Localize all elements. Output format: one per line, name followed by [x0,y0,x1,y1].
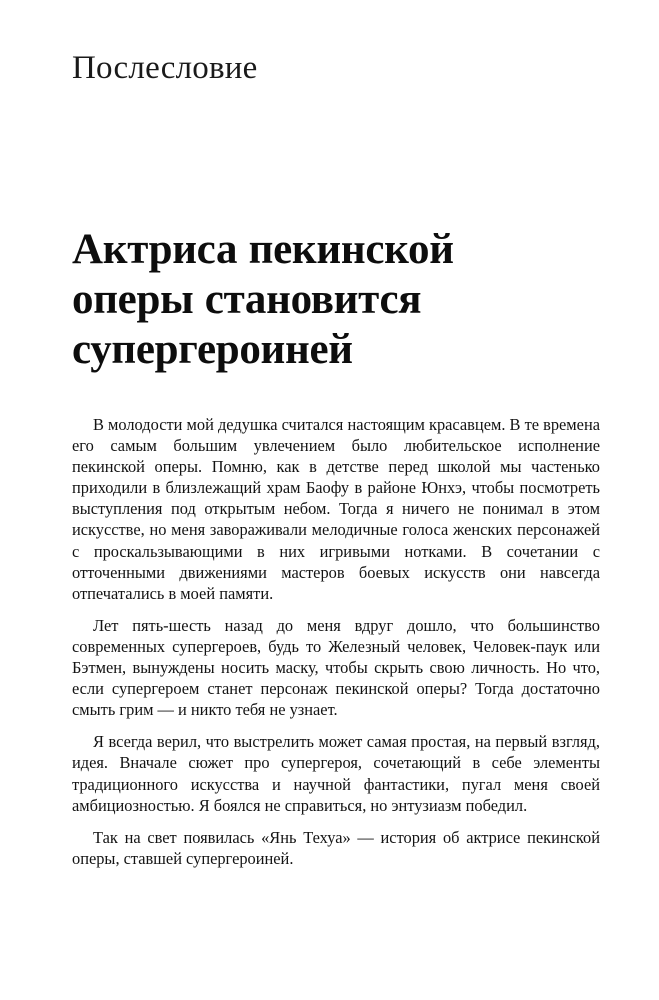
section-label: Послесловие [72,50,258,86]
paragraph: Лет пять-шесть назад до меня вдруг дошло, что большинство современных супергероев, будь то Железный человек, Человек-паук или Бэтмен, вынуждены носить маску, чтобы скрыть свою личность. Но что, если супергероем станет персонаж пекинской оперы? Тогда достаточно смыть грим — и никто тебя не узнает. [72,615,600,720]
paragraph: Так на свет появилась «Янь Техуа» — история об актрисе пекинской оперы, ставшей супергероиней. [72,827,600,868]
body-text [72,414,600,869]
paragraph: В молодости мой дедушка считался настоящим красавцем. В те времена его самым большим увлечением было любительское исполнение пекинской оперы. Помню, как в детстве перед школой мы частенько приходили в близлежащий храм Баофу в районе Юнхэ, чтобы посмотреть выступления под открытым небом. Тогда я ничего не понимал в этом искусстве, но меня завораживали мелодичные голоса женских персонажей с проскальзывающими в них игривыми нотками. В сочетании с отточенными движениями мастеров боевых искусств они навсегда отпечатались в моей памяти. [72,415,601,603]
chapter-title: Актриса пекинской оперы становится супергероиней [72,225,454,373]
paragraph: Я всегда верил, что выстрелить может самая простая, на первый взгляд, идея. Вначале сюжет про супергероя, сочетающий в себе элементы традиционного искусства и научной фантастики, пугал меня своей амбициозностью. Я боялся не справиться, но энтузиазм победил. [72,732,600,815]
